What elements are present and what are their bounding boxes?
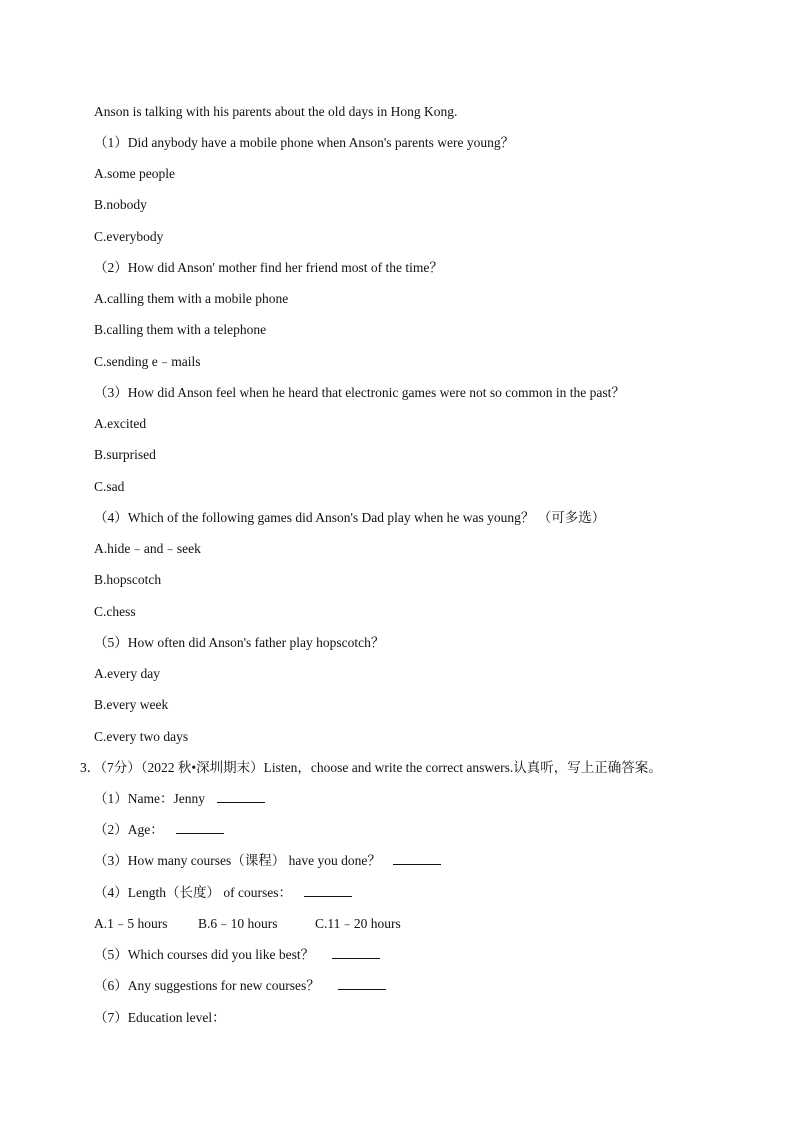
q3-item-2-blank[interactable] bbox=[176, 821, 224, 834]
question-1-prompt: （1）Did anybody have a mobile phone when Anson's parents were young？ bbox=[94, 135, 515, 150]
question-5-option-b: B.every week bbox=[94, 697, 169, 712]
q3-item-4-label: （4）Length（长度） of courses： bbox=[94, 885, 292, 900]
q3-item-1-blank[interactable] bbox=[217, 790, 265, 803]
length-option-b: B.6﹣10 hours bbox=[198, 916, 278, 931]
question-2-option-c: C.sending e﹣mails bbox=[94, 354, 201, 369]
q3-item-1-label: （1）Name：Jenny bbox=[94, 791, 205, 806]
q3-item-7: （7）Education level： bbox=[94, 1010, 226, 1025]
q3-item-5-label: （5）Which courses did you like best？ bbox=[94, 947, 315, 962]
q3-item-4 bbox=[94, 884, 352, 902]
question-1-option-b: B.nobody bbox=[94, 197, 147, 212]
q3-item-3-label: （3）How many courses（课程） have you done？ bbox=[94, 853, 381, 868]
length-option-a: A.1﹣5 hours bbox=[94, 916, 168, 931]
q3-item-5 bbox=[94, 946, 380, 964]
question-1-option-c: C.everybody bbox=[94, 229, 164, 244]
question-3-option-c: C.sad bbox=[94, 479, 125, 494]
q3-item-6 bbox=[94, 977, 386, 995]
question-2-option-a: A.calling them with a mobile phone bbox=[94, 291, 289, 306]
question-3-option-b: B.surprised bbox=[94, 447, 156, 462]
q3-item-2-label: （2）Age： bbox=[94, 822, 164, 837]
q3-item-5-blank[interactable] bbox=[332, 946, 380, 959]
question-4-prompt: （4）Which of the following games did Anson's Dad play when he was young？ （可多选） bbox=[94, 510, 606, 525]
question-1-option-a: A.some people bbox=[94, 166, 175, 181]
question-2-option-b: B.calling them with a telephone bbox=[94, 322, 267, 337]
length-option-c: C.11﹣20 hours bbox=[315, 916, 401, 931]
q3-item-1 bbox=[94, 790, 265, 808]
question-2-prompt: （2）How did Anson' mother find her friend most of the time？ bbox=[94, 260, 443, 275]
q3-item-3-blank[interactable] bbox=[393, 852, 441, 865]
question-5-option-a: A.every day bbox=[94, 666, 160, 681]
question-4-option-a: A.hide﹣and﹣seek bbox=[94, 541, 201, 556]
passage-intro: Anson is talking with his parents about the old days in Hong Kong. bbox=[94, 104, 458, 119]
question-5-option-c: C.every two days bbox=[94, 729, 189, 744]
question-4-option-c: C.chess bbox=[94, 604, 136, 619]
q3-length-options bbox=[94, 915, 401, 933]
question-3-prompt: （3）How did Anson feel when he heard that electronic games were not so common in the past？ bbox=[94, 385, 625, 400]
q3-item-2 bbox=[94, 821, 224, 839]
section-3-header: 3．（7分）（2022 秋•深圳期末）Listen，choose and write the correct answers.认真听，写上正确答案。 bbox=[80, 760, 662, 775]
q3-item-6-label: （6）Any suggestions for new courses？ bbox=[94, 978, 320, 993]
q3-item-6-blank[interactable] bbox=[338, 977, 386, 990]
q3-item-4-blank[interactable] bbox=[304, 884, 352, 897]
question-3-option-a: A.excited bbox=[94, 416, 147, 431]
question-5-prompt: （5）How often did Anson's father play hopscotch？ bbox=[94, 635, 385, 650]
question-4-option-b: B.hopscotch bbox=[94, 572, 162, 587]
q3-item-3 bbox=[94, 852, 441, 870]
